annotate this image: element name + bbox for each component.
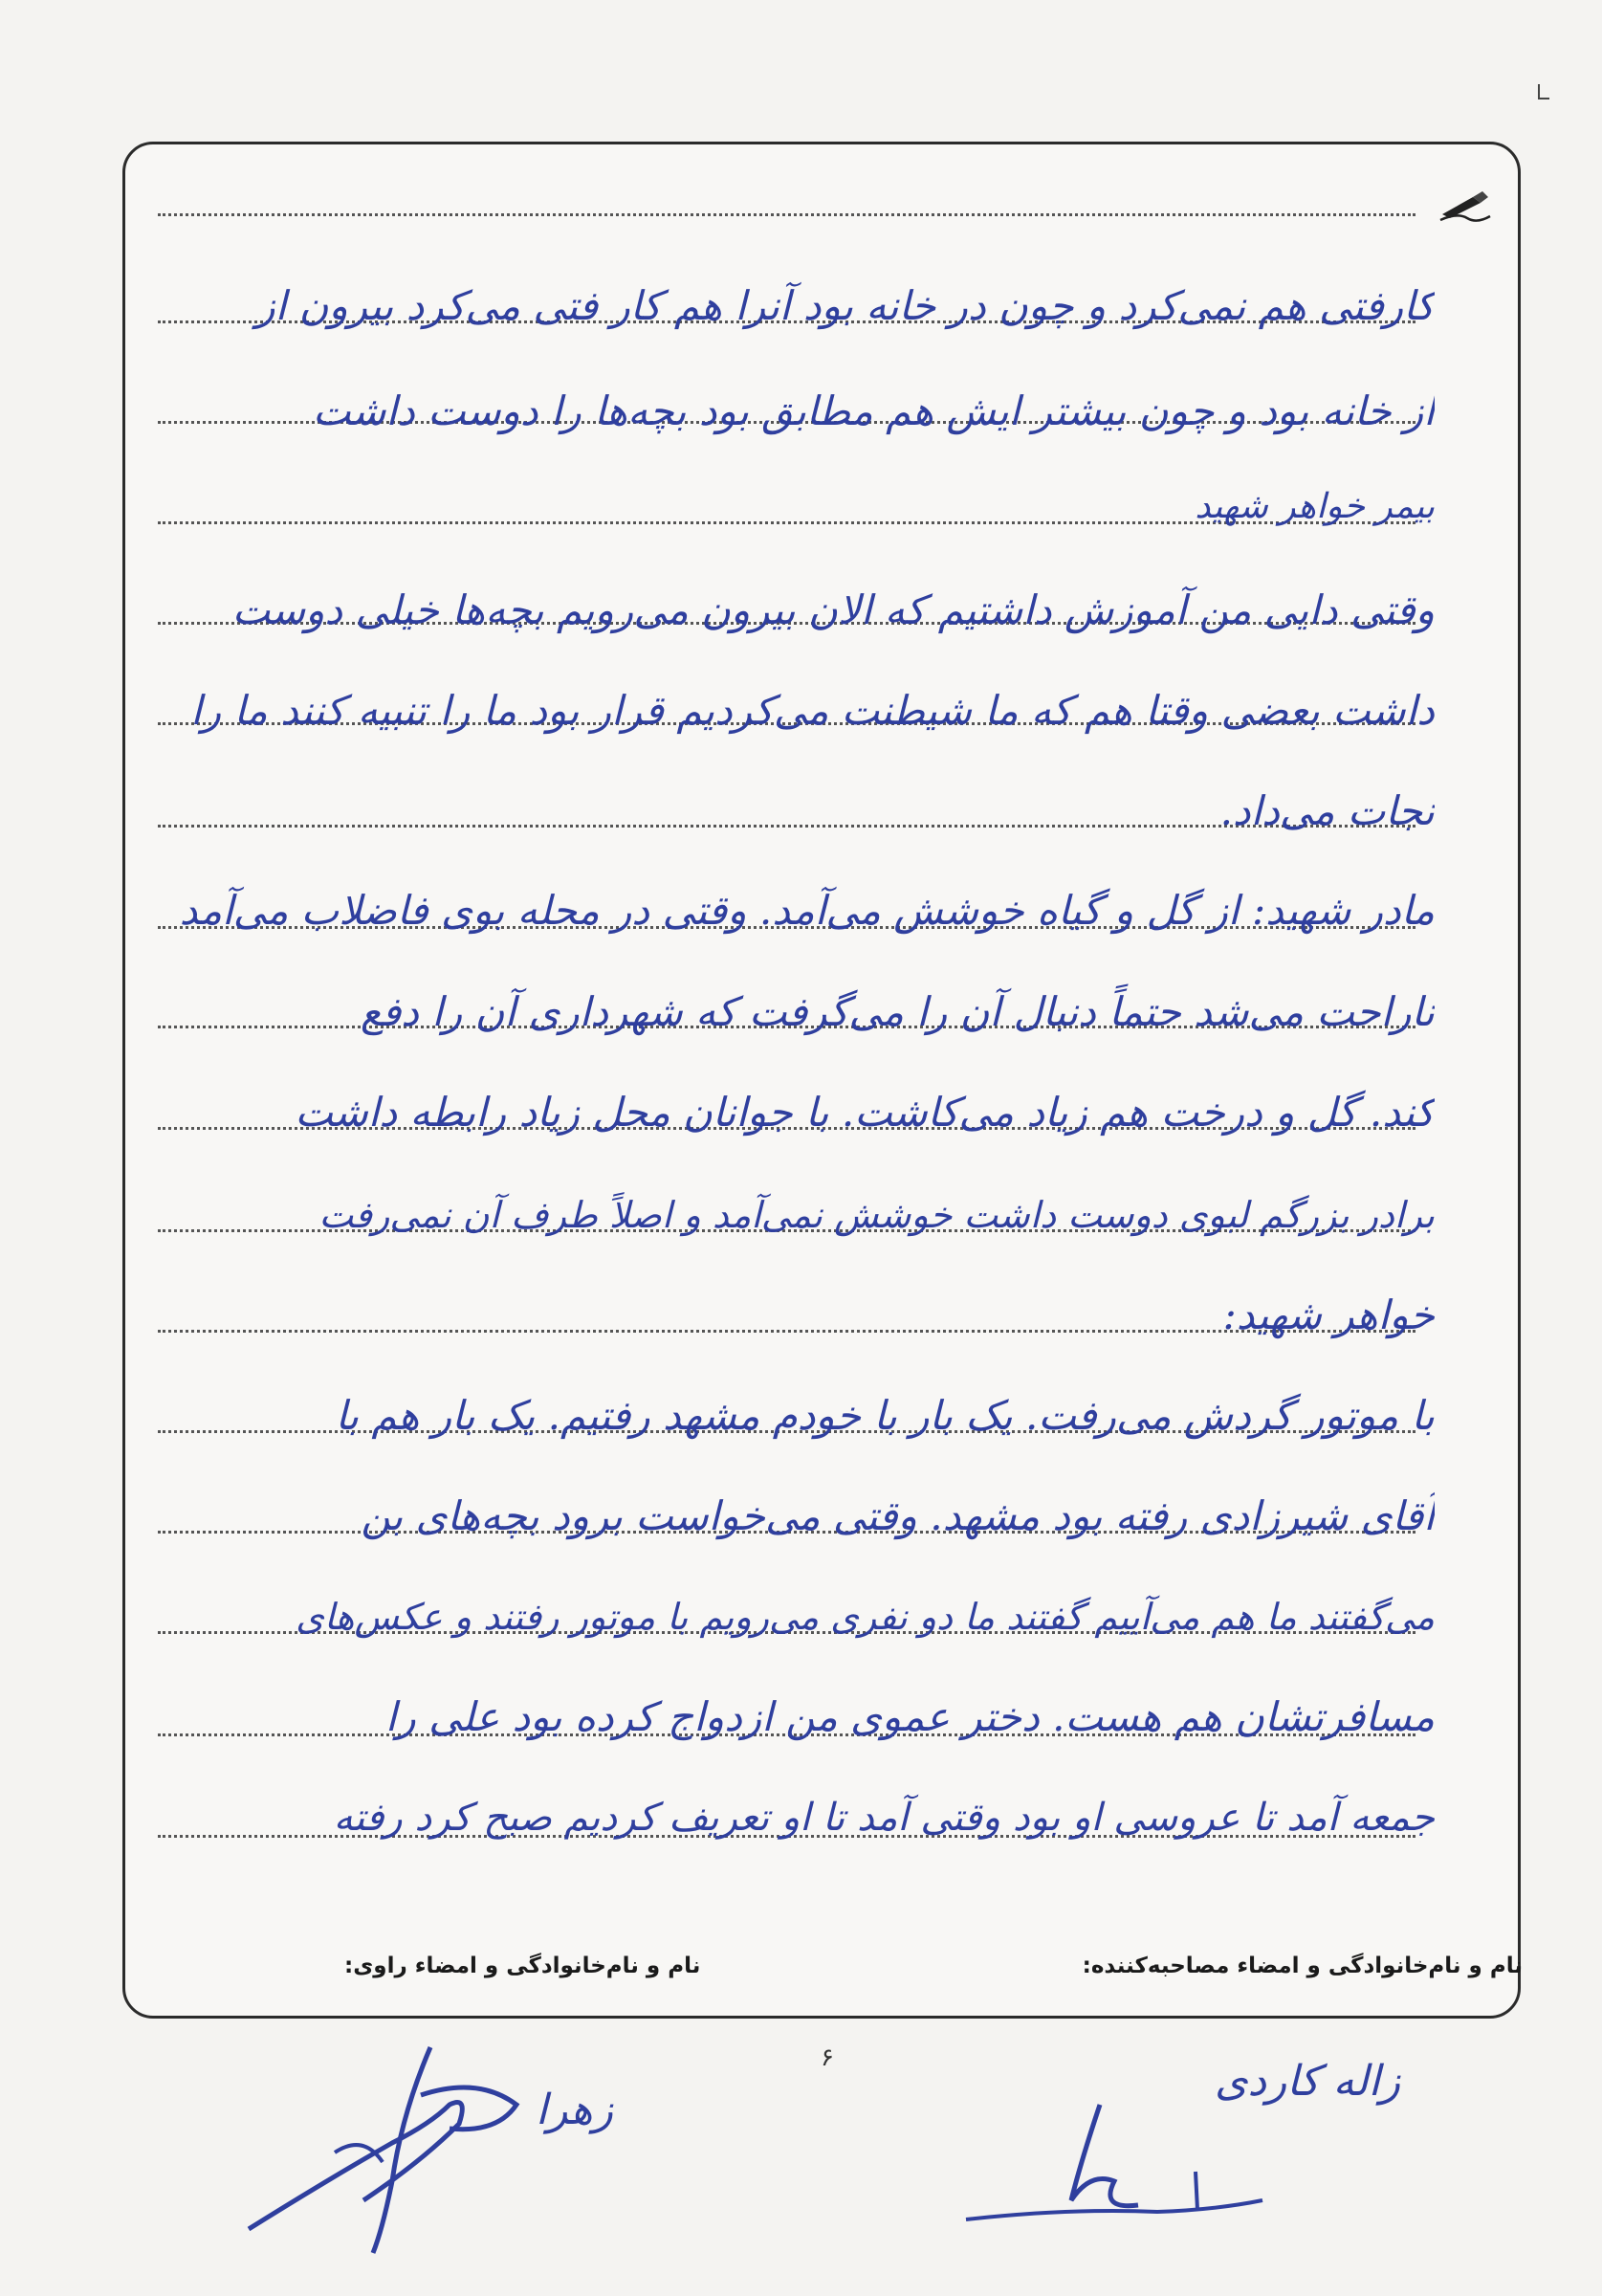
handwritten-line-4: وقتی دایی من آموزش داشتیم که الان بیرون می‌رویم بچه‌ها خیلی دوست	[231, 586, 1435, 633]
page-number: ۶	[821, 2043, 834, 2072]
handwritten-line-9: کند. گل و درخت هم زیاد می‌کاشت. با جوانان محل زیاد رابطه داشت	[295, 1089, 1435, 1136]
handwritten-line-8: ناراحت می‌شد حتماً دنبال آن را می‌گرفت که شهرداری آن را دفع	[360, 988, 1435, 1035]
handwritten-line-2: از خانه بود و چون بیشتر ایش هم مطابق بود بچه‌ها را دوست داشت	[312, 387, 1435, 434]
ruled-line	[158, 213, 1415, 216]
narrator-signature-label: نام و نام‌خانوادگی و امضاء راوی:	[344, 1954, 701, 1978]
handwritten-line-6: نجات می‌داد.	[1219, 787, 1435, 834]
handwritten-line-7: مادر شهید: از گل و گیاه خوشش می‌آمد. وقتی در محله بوی فاضلاب می‌آمد	[179, 887, 1435, 934]
handwritten-line-5: داشت بعضی وقتا هم که ما شیطنت می‌کردیم قرار بود ما را تنبیه کنند ما را	[190, 687, 1435, 734]
handwritten-line-13: آقای شیرزادی رفته بود مشهد. وقتی می‌خواست برود بچه‌های بن	[361, 1492, 1435, 1539]
handwritten-line-16: جمعه آمد تا عروسی او بود وقتی آمد تا او تعریف کردیم صبح کرد رفته	[333, 1796, 1435, 1840]
narrator-signature-name: زهرا	[536, 2086, 613, 2134]
handwritten-line-12: با موتور گردش می‌رفت. یک بار با خودم مشهد رفتیم. یک بار هم با	[335, 1392, 1435, 1439]
handwritten-line-1: کارفتی هم نمی‌کرد و چون در خانه بود آنرا هم کار فتی می‌کرد بیرون از	[255, 282, 1435, 329]
handwritten-line-11: خواهر شهید:	[1222, 1292, 1435, 1338]
corner-mark	[1538, 84, 1549, 99]
narrator-signature-scribble	[230, 2038, 574, 2258]
interviewer-signature-name: زاله کاردی	[1215, 2057, 1401, 2106]
handwritten-line-3: بیمر خواهر شهید	[1195, 487, 1435, 526]
interviewer-signature-label: نام و نام‌خانوادگی و امضاء مصاحبه‌کننده:	[1082, 1954, 1523, 1978]
handwritten-line-15: مسافرتشان هم هست. دختر عموی من ازدواج کرده بود علی را	[384, 1693, 1435, 1740]
handwritten-line-10: برادر بزرگم لبوی دوست داشت خوشش نمی‌آمد و اصلاً طرف آن نمی‌رفت	[318, 1194, 1435, 1236]
interviewer-signature-scribble	[956, 2086, 1272, 2239]
pen-writing-icon	[1438, 189, 1492, 222]
handwritten-line-14: می‌گفتند ما هم می‌آییم گفتند ما دو نفری می‌رویم با موتور رفتند و عکس‌های	[296, 1596, 1435, 1638]
